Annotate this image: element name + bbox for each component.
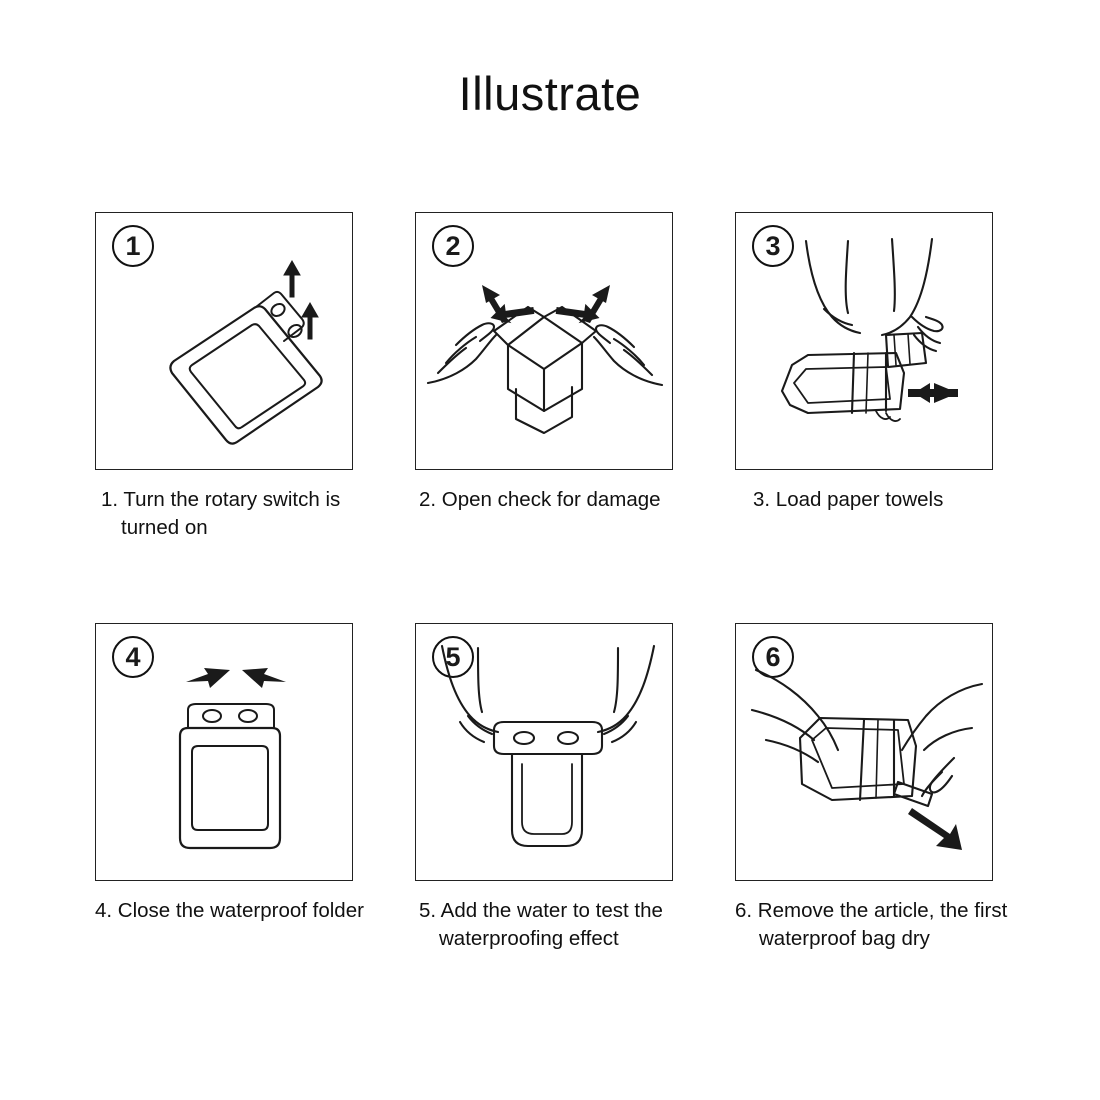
grid-spacer bbox=[355, 212, 415, 541]
step-cell-4 bbox=[95, 623, 364, 952]
step-panel-1 bbox=[95, 212, 353, 470]
step-caption-2-line1: 2. Open check for damage bbox=[419, 488, 661, 511]
step-number-badge-3: 3 bbox=[752, 225, 794, 267]
step-caption-1-line2: turned on bbox=[121, 515, 208, 539]
step-caption-4-line1: 4. Close the waterproof folder bbox=[95, 899, 364, 923]
step-cell-1 bbox=[95, 212, 355, 541]
step-cell-6 bbox=[735, 623, 1008, 952]
step-cell-5 bbox=[415, 623, 675, 952]
step-panel-4 bbox=[95, 623, 353, 881]
step-cell-2 bbox=[415, 212, 675, 541]
step-number-badge-2: 2 bbox=[432, 225, 474, 267]
step-cell-3 bbox=[735, 212, 995, 541]
step-caption-3 bbox=[735, 486, 1035, 514]
step-caption-5-line2: waterproofing effect bbox=[439, 927, 619, 951]
step-caption-5-line1: 5. Add the water to test the bbox=[419, 899, 663, 923]
step-illustration-5 bbox=[416, 624, 672, 880]
step-illustration-6 bbox=[736, 624, 992, 880]
step-panel-5 bbox=[415, 623, 673, 881]
step-caption-4 bbox=[95, 897, 377, 925]
step-number-badge-6: 6 bbox=[752, 636, 794, 678]
step-caption-5 bbox=[415, 897, 701, 952]
step-panel-3 bbox=[735, 212, 993, 470]
step-caption-6-line1: 6. Remove the article, the first bbox=[735, 899, 1008, 923]
step-caption-6-line2: waterproof bag dry bbox=[759, 927, 930, 951]
step-number-badge-4: 4 bbox=[112, 636, 154, 678]
step-caption-3-line1: 3. Load paper towels bbox=[753, 488, 944, 511]
step-illustration-2 bbox=[416, 213, 672, 469]
grid-spacer bbox=[675, 623, 735, 952]
step-caption-1 bbox=[95, 486, 383, 541]
step-caption-1-line1: 1. Turn the rotary switch is bbox=[101, 488, 341, 511]
steps-grid bbox=[95, 212, 1020, 953]
grid-spacer bbox=[355, 623, 415, 952]
step-number-badge-1: 1 bbox=[112, 225, 154, 267]
page-title: Illustrate bbox=[458, 67, 642, 120]
step-illustration-4 bbox=[96, 624, 352, 880]
step-number-badge-5: 5 bbox=[432, 636, 474, 678]
step-illustration-3 bbox=[736, 213, 992, 469]
step-illustration-1 bbox=[96, 213, 352, 469]
grid-spacer bbox=[675, 212, 735, 541]
step-caption-6 bbox=[735, 897, 1017, 952]
step-panel-2 bbox=[415, 212, 673, 470]
step-caption-2 bbox=[415, 486, 701, 514]
step-panel-6 bbox=[735, 623, 993, 881]
